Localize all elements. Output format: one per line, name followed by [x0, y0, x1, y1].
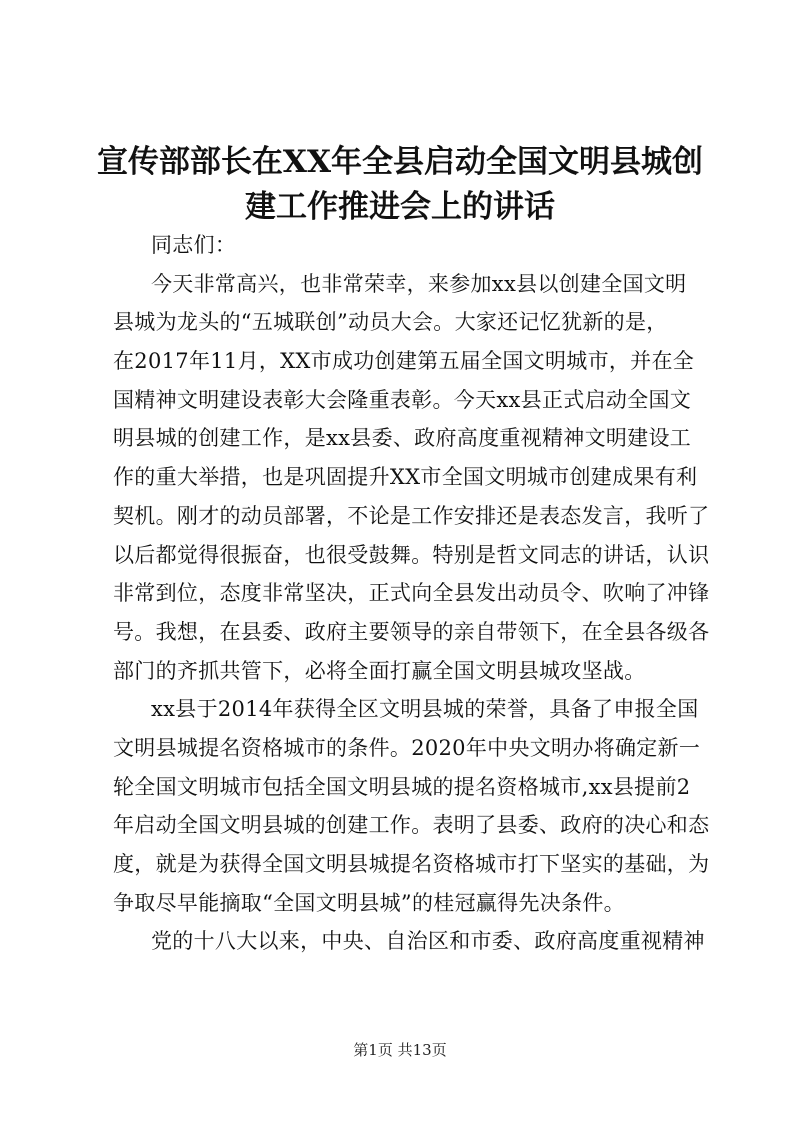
- paragraph-line: 号。我想，在县委、政府主要领导的亲自带领下，在全县各级各: [113, 619, 710, 644]
- document-body: [113, 226, 710, 961]
- paragraph-line: 今天非常高兴，也非常荣幸，来参加xx县以创建全国文明: [151, 271, 687, 296]
- paragraph-line: 部门的齐抓共管下，必将全面打赢全国文明县城攻坚战。: [113, 658, 646, 683]
- paragraph-line: 争取尽早能摘取“全国文明县城”的桂冠赢得先决条件。: [113, 890, 625, 915]
- salutation: 同志们：: [151, 233, 237, 257]
- paragraph-line: 县城为龙头的“五城联创”动员大会。大家还记忆犹新的是，: [113, 310, 668, 335]
- paragraph-line: 作的重大举措，也是巩固提升XX市全国文明城市创建成果有利: [113, 465, 698, 490]
- paragraph-line: 文明县城提名资格城市的条件。2020年中央文明办将确定新一: [113, 735, 701, 760]
- paragraph-line: 以后都觉得很振奋，也很受鼓舞。特别是哲文同志的讲话，认识: [113, 542, 710, 567]
- paragraph-line: 轮全国文明城市包括全国文明县城的提名资格城市,xx县提前2: [113, 774, 691, 799]
- page-footer: [0, 1040, 800, 1060]
- paragraph-line: 明县城的创建工作，是xx县委、政府高度重视精神文明建设工: [113, 426, 692, 451]
- paragraph-line: 国精神文明建设表彰大会隆重表彰。今天xx县正式启动全国文: [113, 387, 692, 412]
- paragraph-line: 契机。刚才的动员部署，不论是工作安排还是表态发言，我听了: [113, 503, 710, 528]
- paragraph-line: 非常到位，态度非常坚决，正式向全县发出动员令、吹响了冲锋: [113, 581, 710, 606]
- paragraph-line: 在2017年11月，XX市成功创建第五届全国文明城市，并在全: [113, 349, 695, 374]
- paragraph-line: 年启动全国文明县城的创建工作。表明了县委、政府的决心和态: [113, 813, 710, 838]
- title-line: 建工作推进会上的讲话: [245, 189, 555, 225]
- page-number: 第1页 共13页: [353, 1041, 447, 1059]
- paragraph-line: 党的十八大以来，中央、自治区和市委、政府高度重视精神: [151, 929, 705, 954]
- paragraph-line: 度，就是为获得全国文明县城提名资格城市打下坚实的基础，为: [113, 852, 710, 876]
- document-title: [80, 140, 720, 230]
- paragraph-line: xx县于2014年获得全区文明县城的荣誉，具备了申报全国: [151, 697, 699, 722]
- title-line: 宣传部部长在XX年全县启动全国文明县城创: [96, 144, 704, 180]
